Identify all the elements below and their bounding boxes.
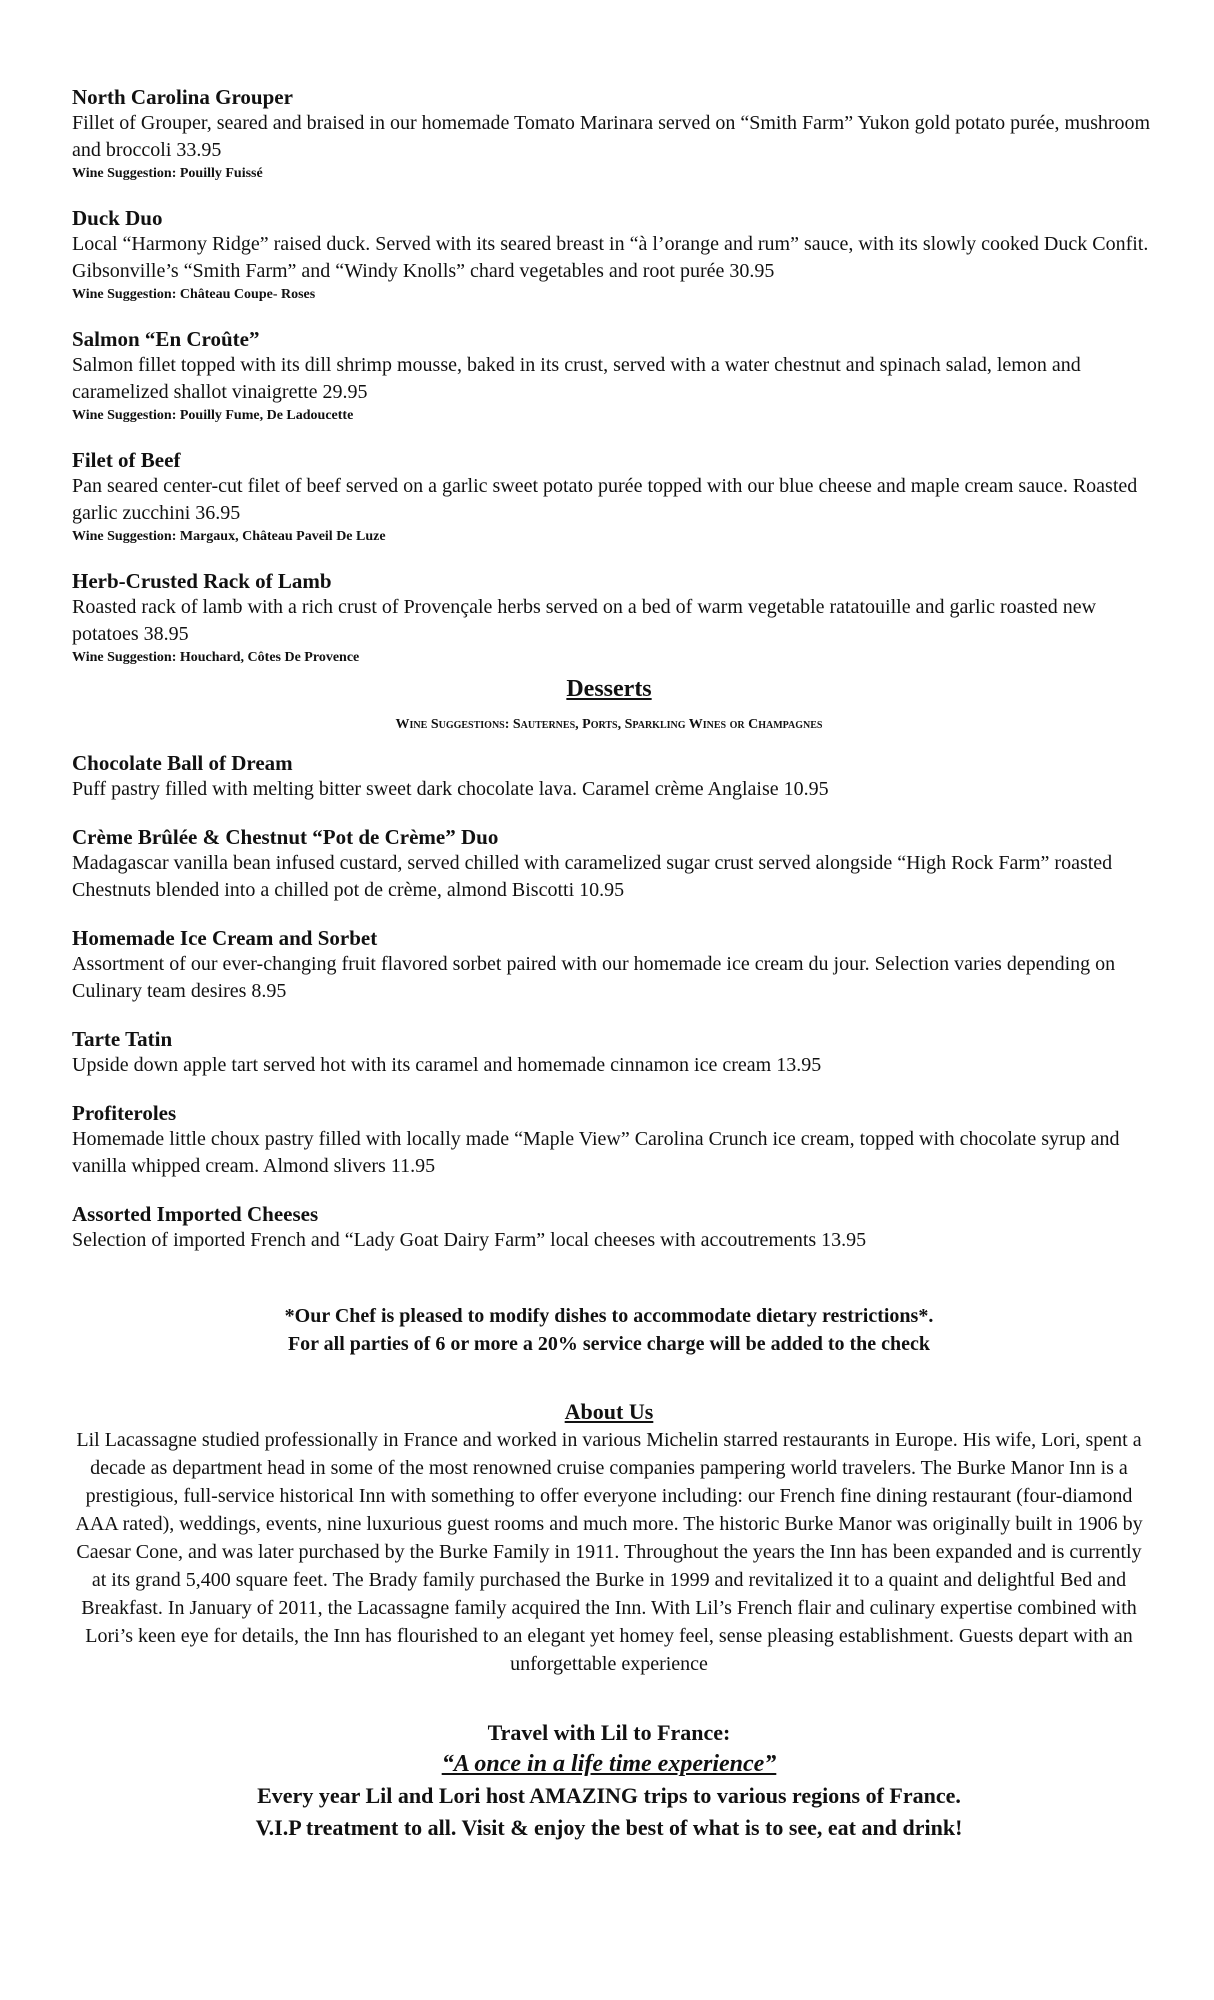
menu-item — [72, 1100, 1152, 1180]
wine-suggestion: Wine Suggestion: Château Coupe- Roses — [72, 287, 316, 302]
menu-item-description: Puff pastry filled with melting bitter sweet dark chocolate lava. Caramel crème Anglaise 10.95 — [72, 778, 829, 800]
menu-item — [72, 205, 1152, 305]
menu-item-title: Chocolate Ball of Dream — [72, 751, 293, 775]
menu-item-title: Herb-Crusted Rack of Lamb — [72, 569, 332, 593]
menu-item-title: North Carolina Grouper — [72, 85, 293, 109]
menu-item-title: Salmon “En Croûte” — [72, 327, 260, 351]
menu-item-title: Tarte Tatin — [72, 1027, 173, 1051]
menu-item-description: Roasted rack of lamb with a rich crust of Provençale herbs served on a bed of warm vegetable ratatouille and garlic roasted new potatoes 38.95 — [72, 596, 1097, 645]
menu-item-title: Duck Duo — [72, 206, 163, 230]
wine-suggestion: Wine Suggestion: Margaux, Château Paveil De Luze — [72, 529, 386, 544]
menu-item — [72, 750, 1152, 803]
menu-item — [72, 925, 1152, 1005]
menu-item — [72, 447, 1152, 547]
menu-page — [72, 84, 1152, 1844]
entrees-list — [72, 84, 1152, 668]
menu-item-description: Pan seared center-cut filet of beef served on a garlic sweet potato purée topped with our blue cheese and maple cream sauce. Roasted garlic zucchini 36.95 — [72, 475, 1138, 524]
travel-line: V.I.P treatment to all. Visit & enjoy the best of what is to see, eat and drink! — [255, 1815, 963, 1840]
desserts-list — [72, 750, 1152, 1254]
menu-item-description: Salmon fillet topped with its dill shrimp mousse, baked in its crust, served with a water chestnut and spinach salad, lemon and caramelized shallot vinaigrette 29.95 — [72, 354, 1081, 403]
menu-item-description: Madagascar vanilla bean infused custard, served chilled with caramelized sugar crust served alongside “High Rock Farm” roasted Chestnuts blended into a chilled pot de crème, almond Biscotti 10.95 — [72, 852, 1113, 901]
travel-heading: Travel with Lil to France: — [487, 1720, 731, 1745]
dietary-notice-line: *Our Chef is pleased to modify dishes to accommodate dietary restrictions*. — [284, 1305, 934, 1327]
menu-item — [72, 1201, 1152, 1254]
about-body: Lil Lacassagne studied professionally in France and worked in various Michelin starred restaurants in Europe. His wife, Lori, spent a decade as department head in some of the most renowned cruise companies pampering world travelers. The Burke Manor Inn is a prestigious, full-service historical Inn with something to offer everyone including: our French fine dining restaurant (four-diamond AAA rated), weddings, events, nine luxurious guest rooms and much more. The historic Burke Manor was originally built in 1906 by Caesar Cone, and was later purchased by the Burke Family in 1911. Throughout the years the Inn has been expanded and is currently at its grand 5,400 square feet. The Brady family purchased the Burke in 1999 and revitalized it to a quaint and delightful Bed and Breakfast. In January of 2011, the Lacassagne family acquired the Inn. With Lil’s French flair and culinary expertise combined with Lori’s keen eye for details, the Inn has flourished to an elegant yet homey feel, sense pleasing establishment. Guests depart with an unforgettable experience — [75, 1429, 1143, 1675]
menu-item-title: Filet of Beef — [72, 448, 181, 472]
travel-description — [72, 1780, 1146, 1844]
menu-item-title: Assorted Imported Cheeses — [72, 1202, 319, 1226]
dietary-notice — [72, 1302, 1146, 1358]
menu-item-title: Crème Brûlée & Chestnut “Pot de Crème” Duo — [72, 825, 499, 849]
menu-item-description: Fillet of Grouper, seared and braised in our homemade Tomato Marinara served on “Smith Farm” Yukon gold potato purée, mushroom and broccoli 33.95 — [72, 112, 1151, 161]
menu-item-description: Upside down apple tart served hot with its caramel and homemade cinnamon ice cream 13.95 — [72, 1054, 822, 1076]
menu-item-title: Homemade Ice Cream and Sorbet — [72, 926, 378, 950]
service-charge-line: For all parties of 6 or more a 20% service charge will be added to the check — [287, 1333, 931, 1355]
menu-item-description: Homemade little choux pastry filled with locally made “Maple View” Carolina Crunch ice cream, topped with chocolate syrup and vanilla whipped cream. Almond slivers 11.95 — [72, 1128, 1120, 1177]
menu-item-description: Selection of imported French and “Lady Goat Dairy Farm” local cheeses with accoutrements 13.95 — [72, 1229, 867, 1251]
travel-tagline: “A once in a life time experience” — [441, 1751, 777, 1777]
menu-item-title: Profiteroles — [72, 1101, 177, 1125]
desserts-heading: Desserts — [566, 676, 652, 702]
wine-suggestion: Wine Suggestion: Pouilly Fuissé — [72, 166, 263, 181]
menu-item — [72, 824, 1152, 904]
menu-item — [72, 568, 1152, 668]
menu-item-description: Local “Harmony Ridge” raised duck. Served with its seared breast in “à l’orange and rum” sauce, with its slowly cooked Duck Confit. Gibsonville’s “Smith Farm” and “Windy Knolls” chard vegetables and root purée 30.95 — [72, 233, 1149, 282]
travel-line: Every year Lil and Lori host AMAZING trips to various regions of France. — [257, 1783, 961, 1808]
wine-suggestion: Wine Suggestion: Pouilly Fume, De Ladoucette — [72, 408, 354, 423]
about-heading: About Us — [564, 1399, 654, 1424]
menu-item — [72, 1026, 1152, 1079]
desserts-wine-suggestions: Wine Suggestions: Sauternes, Ports, Sparkling Wines or Champagnes — [395, 717, 823, 732]
wine-suggestion: Wine Suggestion: Houchard, Côtes De Provence — [72, 650, 360, 665]
menu-item-description: Assortment of our ever-changing fruit flavored sorbet paired with our homemade ice cream du jour. Selection varies depending on Culinary team desires 8.95 — [72, 953, 1116, 1002]
menu-item — [72, 326, 1152, 426]
menu-item — [72, 84, 1152, 184]
